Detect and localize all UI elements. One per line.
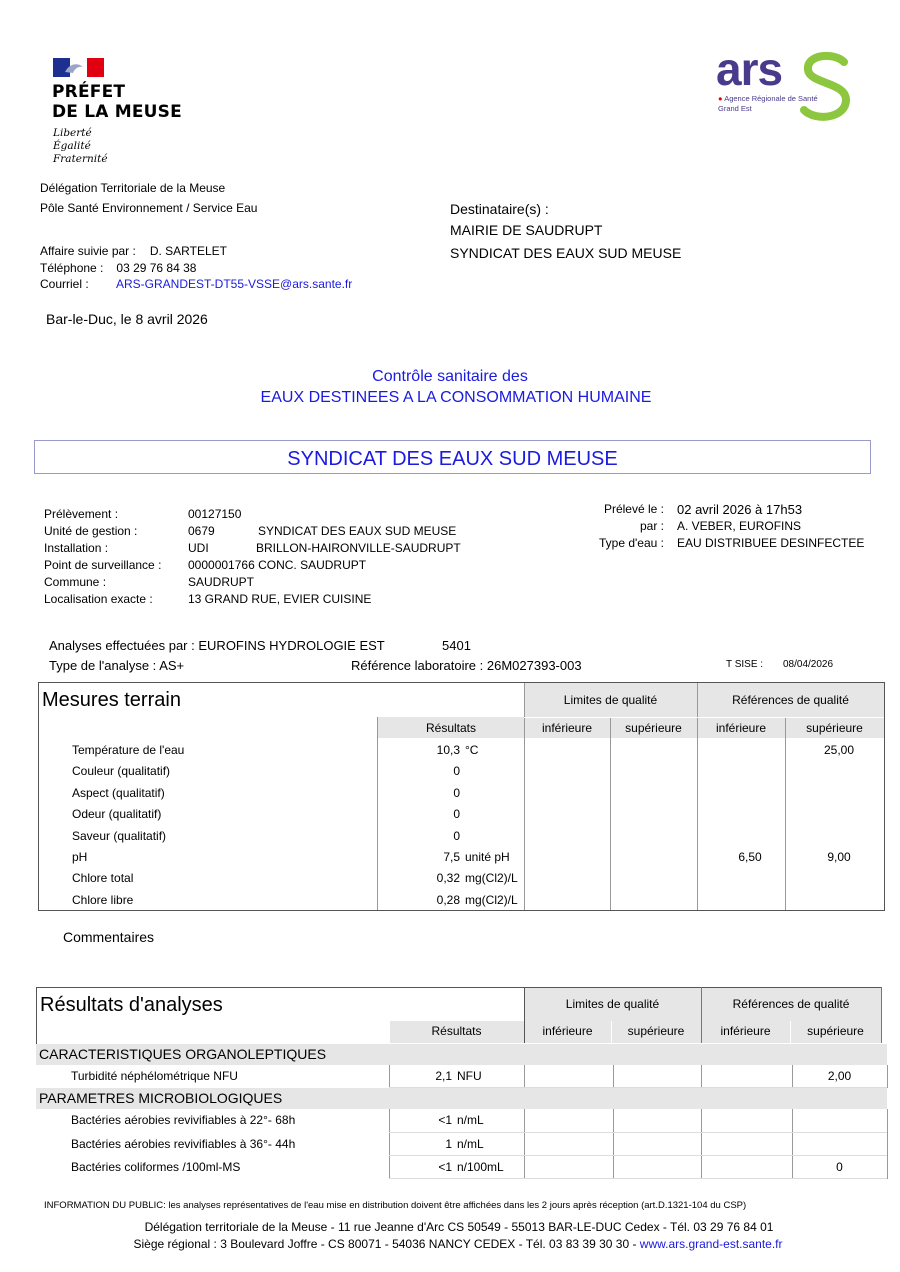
terrain-param-name: Saveur (qualitatif) <box>72 828 167 843</box>
resultats-grid-line <box>701 1109 702 1132</box>
recipient-1: MAIRIE DE SAUDRUPT <box>450 222 603 238</box>
resultats-row <box>36 1109 887 1132</box>
resultats-value: <1 <box>438 1159 452 1174</box>
terrain-references-header: Références de qualité <box>732 693 849 707</box>
terrain-value: 0,32 <box>436 871 460 886</box>
resultats-unit: NFU <box>457 1069 482 1083</box>
title-box <box>34 440 871 474</box>
terrain-row <box>39 761 884 782</box>
title-box-text: SYNDICAT DES EAUX SUD MEUSE <box>287 448 618 470</box>
resultats-param-name: Bactéries aérobies revivifiables à 22°- 68h <box>71 1113 296 1128</box>
footer-address-2: Siège régional : 3 Boulevard Joffre - CS 80071 - 54036 NANCY CEDEX - Tél. 03 83 39 30 30 - www.ars.grand-est.sante.fr <box>133 1237 783 1251</box>
resultats-limites-header: Limites de qualité <box>565 997 660 1011</box>
resultats-ref-sup: 2,00 <box>827 1069 852 1083</box>
terrain-ref-inf: 6,50 <box>738 850 762 864</box>
type-eau-label: Type d'eau : <box>598 536 664 550</box>
terrain-param-name: Odeur (qualitatif) <box>72 807 162 822</box>
terrain-param-name: Chlore libre <box>72 892 134 907</box>
preleve-le-value: 02 avril 2026 à 17h53 <box>677 502 803 517</box>
terrain-value: 0 <box>453 807 460 822</box>
title-line-2: EAUX DESTINEES A LA CONSOMMATION HUMAINE <box>260 389 652 406</box>
resultats-grid-line <box>701 1133 702 1156</box>
sender-pole: Pôle Santé Environnement / Service Eau <box>40 201 258 215</box>
tsise-value: 08/04/2026 <box>783 659 834 670</box>
analyses-par-line: Analyses effectuées par : EUROFINS HYDROLOGIE EST <box>49 638 385 653</box>
analyses-code: 5401 <box>442 638 471 653</box>
terrain-ref-sup: 9,00 <box>827 850 851 864</box>
ars-logo <box>714 43 854 128</box>
sample-labels: Prélèvement : Unité de gestion : Installation : Point de surveillance : Commune : Localisation exacte : <box>44 507 162 606</box>
resultats-param-name: Turbidité néphélométrique NFU <box>71 1069 238 1083</box>
resultats-row <box>36 1156 887 1179</box>
preleve-le-label: Prélevé le : <box>603 502 664 516</box>
terrain-ref-inf-header: inférieure <box>715 721 767 735</box>
resultats-title: Résultats d'analyses <box>40 994 223 1016</box>
resultats-references-header: Références de qualité <box>732 997 850 1011</box>
terrain-limites-header: Limites de qualité <box>563 693 658 707</box>
terrain-lim-sup-header: supérieure <box>625 721 682 735</box>
resultats-lim-inf-header: inférieure <box>542 1024 593 1038</box>
tsise-label: T SISE : <box>726 659 764 670</box>
terrain-row <box>39 804 884 825</box>
marianne-flag-logo <box>53 58 104 77</box>
ars-region: Grand Est <box>718 104 752 113</box>
recipient-2: SYNDICAT DES EAUX SUD MEUSE <box>450 245 682 261</box>
resultats-grid-line <box>613 1133 614 1156</box>
terrain-value: 10,3 <box>436 743 460 757</box>
resultats-grid-line <box>792 1133 793 1156</box>
resultats-group-name: PARAMETRES MICROBIOLOGIQUES <box>39 1090 283 1107</box>
terrain-ref-sup-header: supérieure <box>806 721 863 735</box>
resultats-grid-line <box>613 1109 614 1132</box>
resultats-grid-line <box>524 1133 525 1156</box>
resultats-grid-line <box>524 1109 525 1132</box>
terrain-value: 0 <box>453 785 460 800</box>
resultats-resultats-header: Résultats <box>431 1024 482 1038</box>
resultats-grid-line <box>792 1109 793 1132</box>
ars-agency-name: ● Agence Régionale de Santé <box>718 94 818 103</box>
courriel-link[interactable]: ARS-GRANDEST-DT55-VSSE@ars.sante.fr <box>116 277 353 291</box>
resultats-param-name: Bactéries coliformes /100ml-MS <box>71 1159 241 1174</box>
resultats-unit: n/mL <box>457 1136 484 1151</box>
resultats-row <box>36 1065 887 1088</box>
terrain-row <box>39 740 884 761</box>
footer-address-1: Délégation territoriale de la Meuse - 11 rue Jeanne d'Arc CS 50549 - 55013 BAR-LE-DUC Cedex - Tél. 03 29 76 84 01 <box>144 1220 774 1234</box>
footer-website-link[interactable]: www.ars.grand-est.sante.fr <box>639 1237 783 1251</box>
resultats-ref-sup: 0 <box>836 1159 843 1174</box>
resultats-grid-line <box>701 1065 702 1088</box>
terrain-resultats-header: Résultats <box>425 721 477 735</box>
resultats-ref-inf-header: inférieure <box>720 1024 771 1038</box>
resultats-grid-line <box>701 1156 702 1179</box>
resultats-table <box>36 987 887 1179</box>
terrain-param-name: Aspect (qualitatif) <box>72 785 165 800</box>
republic-motto: Liberté Égalité Fraternité <box>53 127 108 165</box>
resultats-row <box>36 1133 887 1156</box>
resultats-grid-line <box>524 1065 525 1088</box>
terrain-param-name: Chlore total <box>72 871 134 886</box>
resultats-value: <1 <box>438 1113 452 1128</box>
resultats-unit: n/mL <box>457 1113 484 1128</box>
type-eau-value: EAU DISTRIBUEE DESINFECTEE <box>677 536 865 550</box>
affaire-line: Affaire suivie par : D. SARTELET <box>40 244 227 258</box>
resultats-param-name: Bactéries aérobies revivifiables à 36°- 44h <box>71 1136 296 1151</box>
resultats-unit: n/100mL <box>457 1159 504 1174</box>
resultats-group-header <box>36 1044 887 1065</box>
analyses-type-line: Type de l'analyse : AS+ <box>49 658 185 673</box>
footer-info: INFORMATION DU PUBLIC: les analyses représentatives de l'eau mise en distribution doivent être affichées dans les 2 jours après réception (art.D.1321-104 du CSP) <box>44 1200 747 1211</box>
resultats-ref-sup-header: supérieure <box>807 1024 864 1038</box>
date-line: Bar-le-Duc, le 8 avril 2026 <box>46 311 208 327</box>
resultats-grid-line <box>613 1156 614 1179</box>
terrain-unit: mg(Cl2)/L <box>465 892 518 907</box>
terrain-unit: mg(Cl2)/L <box>465 871 518 886</box>
terrain-row <box>39 847 884 868</box>
resultats-grid-line <box>887 1156 888 1179</box>
resultats-grid-line <box>887 1109 888 1132</box>
resultats-group-header <box>36 1088 887 1109</box>
resultats-grid-line <box>524 1156 525 1179</box>
sample-values: 00127150 0679 SYNDICAT DES EAUX SUD MEUSE UDI BRILLON-HAIRONVILLE-SAUDRUPT 0000001766 CONC. SAUDRUPT SAUDRUPT 13 GRAND RUE, EVIER CUISINE <box>188 507 461 606</box>
par-value: A. VEBER, EUROFINS <box>677 519 802 533</box>
terrain-value: 0,28 <box>436 892 460 907</box>
par-label: par : <box>639 519 664 533</box>
ars-wordmark: ars <box>716 43 783 95</box>
resultats-grid-line <box>389 1178 887 1179</box>
resultats-lim-sup-header: supérieure <box>627 1024 685 1038</box>
terrain-unit: °C <box>465 743 479 757</box>
commentaires-label: Commentaires <box>63 929 155 945</box>
terrain-title: Mesures terrain <box>42 689 181 711</box>
terrain-value: 0 <box>453 764 460 779</box>
terrain-param-name: pH <box>72 850 88 864</box>
terrain-value: 0 <box>453 828 460 843</box>
telephone-line: Téléphone : 03 29 76 84 38 <box>40 261 197 275</box>
terrain-ref-sup: 25,00 <box>823 743 855 757</box>
resultats-grid-line <box>887 1133 888 1156</box>
resultats-grid-line <box>887 1065 888 1088</box>
resultats-value: 2,1 <box>435 1069 452 1083</box>
recipients-label: Destinataire(s) : <box>450 201 549 217</box>
analyses-ref-line: Référence laboratoire : 26M027393-003 <box>351 658 582 673</box>
terrain-lim-inf-header: inférieure <box>541 721 593 735</box>
courriel-line: Courriel : <box>40 277 89 291</box>
terrain-table <box>38 682 885 911</box>
title-line-1: Contrôle sanitaire des <box>372 368 528 385</box>
resultats-grid-line <box>613 1065 614 1088</box>
sender-delegation: Délégation Territoriale de la Meuse <box>40 181 226 195</box>
terrain-param-name: Couleur (qualitatif) <box>72 764 171 779</box>
resultats-value: 1 <box>445 1136 452 1151</box>
terrain-param-name: Température de l'eau <box>72 743 185 757</box>
terrain-row <box>39 868 884 889</box>
terrain-row <box>39 890 884 911</box>
prefet-title: PRÉFET DE LA MEUSE <box>52 82 182 122</box>
terrain-row <box>39 826 884 847</box>
terrain-row <box>39 783 884 804</box>
resultats-group-name: CARACTERISTIQUES ORGANOLEPTIQUES <box>39 1046 327 1062</box>
terrain-unit: unité pH <box>465 850 510 864</box>
terrain-value: 7,5 <box>443 850 460 864</box>
